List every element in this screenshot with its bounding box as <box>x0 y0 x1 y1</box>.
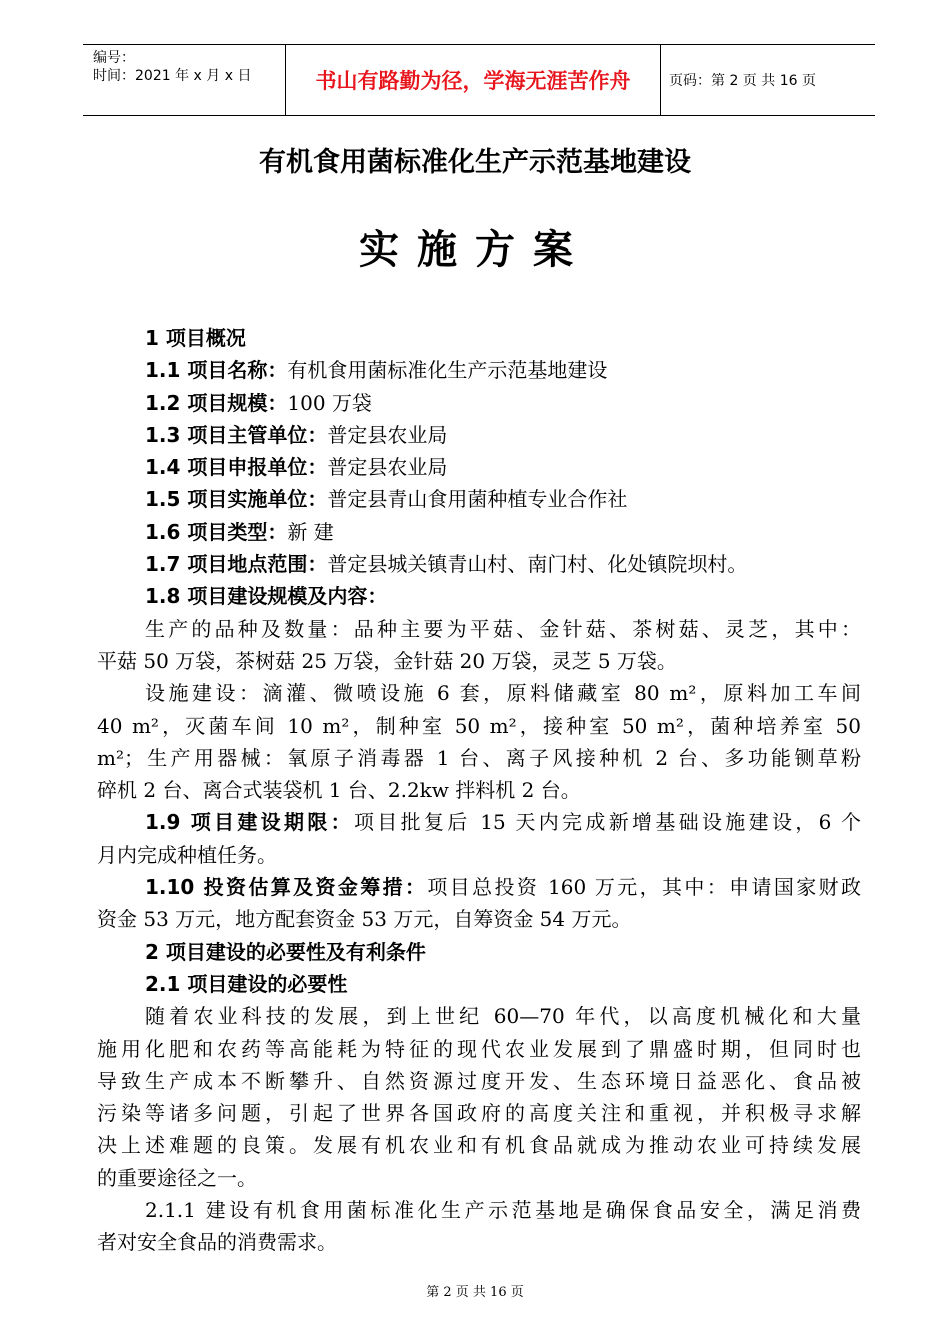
item-value: 项目批复后 15 天内完成新增基础设施建设，6 个 <box>353 810 861 835</box>
document-time-label: 时间：2021 年 x 月 x 日 <box>93 68 252 84</box>
item-label: 1.9 项目建设期限： <box>145 810 354 835</box>
page-header <box>83 44 875 116</box>
header-page-info: 页码：第 2 页 共 16 页 <box>669 73 816 89</box>
item-value: 100 万袋 <box>287 390 372 415</box>
document-title: 有机食用菌标准化生产示范基地建设 <box>259 147 691 178</box>
page-footer: 第 2 页 共 16 页 <box>426 1285 524 1300</box>
section-heading: 2 项目建设的必要性及有利条件 <box>145 939 426 964</box>
list-item <box>97 516 861 548</box>
paragraph-line: 40 m²，灭菌车间 10 m²，制种室 50 m²，接种室 50 m²，菌种培养室 50 <box>97 713 861 738</box>
list-item <box>97 806 861 838</box>
paragraph-line: 2.1.1 建设有机食用菌标准化生产示范基地是确保食品安全，满足消费 <box>145 1198 861 1223</box>
list-item <box>97 354 861 386</box>
document-body <box>97 322 861 1259</box>
document-number-label: 编号： <box>93 50 135 66</box>
list-item <box>97 548 861 580</box>
paragraph-line: 者对安全食品的消费需求。 <box>97 1230 337 1255</box>
paragraph-line: 决上述难题的良策。发展有机农业和有机食品就成为推动农业可持续发展 <box>97 1133 861 1158</box>
paragraph-line: 设施建设：滴灌、微喷设施 6 套，原料储藏室 80 m²，原料加工车间 <box>145 681 861 706</box>
item-label: 1.4 项目申报单位： <box>145 455 328 480</box>
paragraph-line: 导致生产成本不断攀升、自然资源过度开发、生态环境日益恶化、食品被 <box>97 1068 861 1093</box>
document-subtitle: 实施方案 <box>359 227 591 273</box>
paragraph-line: 平菇 50 万袋，茶树菇 25 万袋，金针菇 20 万袋，灵芝 5 万袋。 <box>97 648 677 673</box>
paragraph-line: 的重要途径之一。 <box>97 1165 257 1190</box>
item-value: 普定县青山食用菌种植专业合作社 <box>327 487 628 512</box>
subsection-heading: 2.1 项目建设的必要性 <box>145 971 348 996</box>
header-motto: 书山有路勤为径，学海无涯苦作舟 <box>285 45 661 115</box>
item-label: 1.3 项目主管单位： <box>145 422 328 447</box>
item-value: 有机食用菌标准化生产示范基地建设 <box>287 358 608 383</box>
paragraph-line: 碎机 2 台、离合式装袋机 1 台、2.2kw 拌料机 2 台。 <box>97 778 581 803</box>
list-item <box>97 483 861 515</box>
item-label: 1.10 投资估算及资金筹措： <box>145 875 428 900</box>
paragraph-line: 随着农业科技的发展，到上世纪 60—70 年代，以高度机械化和大量 <box>145 1004 861 1029</box>
item-label: 1.2 项目规模： <box>145 390 288 415</box>
item-value: 普定县农业局 <box>327 455 448 480</box>
item-label: 1.5 项目实施单位： <box>145 487 328 512</box>
paragraph-line: 月内完成种植任务。 <box>97 842 277 867</box>
item-label: 1.8 项目建设规模及内容： <box>145 584 388 609</box>
item-label: 1.7 项目地点范围： <box>145 552 328 577</box>
item-value: 普定县农业局 <box>327 422 448 447</box>
item-value: 普定县城关镇青山村、南门村、化处镇院坝村。 <box>327 552 748 577</box>
paragraph-line: m²；生产用器械：氧原子消毒器 1 台、离子风接种机 2 台、多功能铡草粉 <box>97 745 861 770</box>
paragraph-line: 资金 53 万元，地方配套资金 53 万元，自筹资金 54 万元。 <box>97 907 632 932</box>
list-item <box>97 387 861 419</box>
list-item <box>97 419 861 451</box>
paragraph-line: 施用化肥和农药等高能耗为特征的现代农业发展到了鼎盛时期，但同时也 <box>97 1036 861 1061</box>
section-heading: 1 项目概况 <box>145 326 246 350</box>
paragraph-line: 污染等诸多问题，引起了世界各国政府的高度关注和重视，并积极寻求解 <box>97 1101 861 1126</box>
list-item <box>97 451 861 483</box>
header-meta <box>83 45 285 115</box>
list-item <box>97 871 861 903</box>
item-value: 新 建 <box>287 519 334 544</box>
item-value: 项目总投资 160 万元，其中：申请国家财政 <box>427 875 861 900</box>
paragraph-line: 生产的品种及数量：品种主要为平菇、金针菇、茶树菇、灵芝，其中： <box>145 616 861 641</box>
item-label: 1.1 项目名称： <box>145 358 288 383</box>
item-label: 1.6 项目类型： <box>145 519 288 544</box>
